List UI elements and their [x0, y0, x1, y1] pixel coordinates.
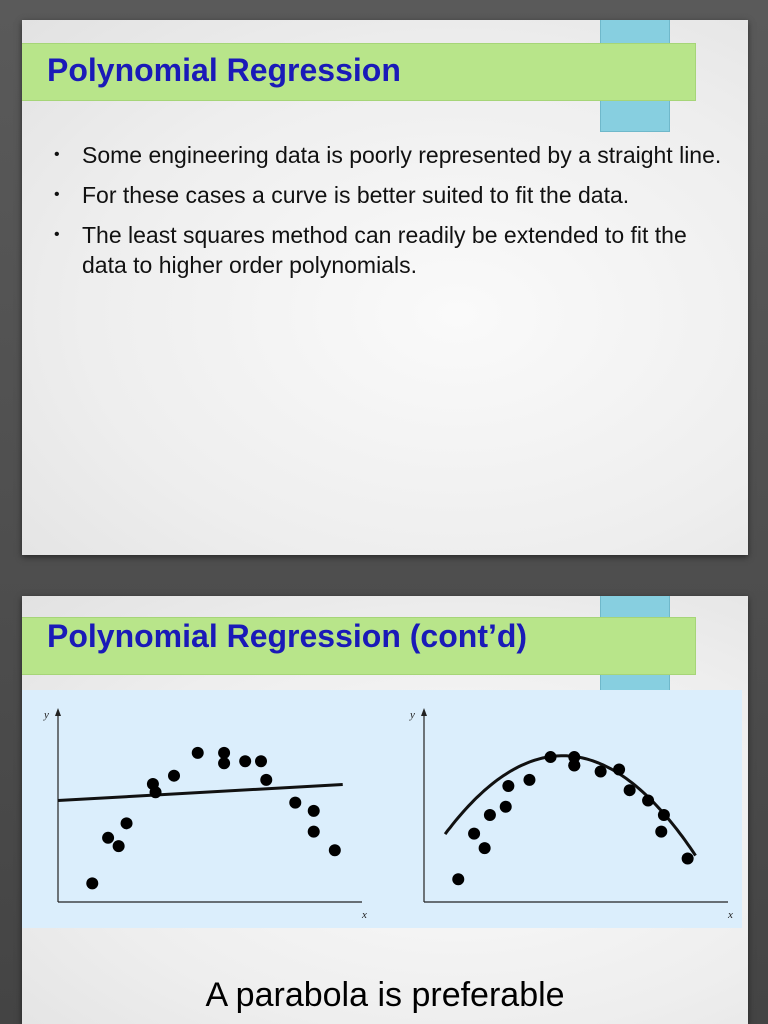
- data-point: [86, 877, 98, 889]
- slide-title: Polynomial Regression (cont’d): [47, 618, 528, 654]
- bullet-text: The least squares method can readily be extended to fit the data to higher order polynomials.: [82, 222, 687, 278]
- data-point: [682, 853, 694, 865]
- y-axis-arrow-icon: [55, 708, 61, 716]
- slide-title: Polynomial Regression: [47, 52, 401, 88]
- data-point: [655, 826, 667, 838]
- bullet-icon: •: [54, 146, 60, 163]
- linear-fit-plot: [22, 690, 368, 928]
- data-point: [308, 826, 320, 838]
- x-axis-label: x: [362, 909, 367, 921]
- bullet-text: For these cases a curve is better suited to fit the data.: [82, 182, 630, 208]
- parabola-fit-plot: [382, 690, 742, 928]
- data-point: [568, 759, 580, 771]
- bullet-list: [54, 140, 724, 290]
- data-point: [500, 801, 512, 813]
- slide-2: [22, 596, 748, 1024]
- data-point: [502, 780, 514, 792]
- y-axis-label: y: [410, 709, 415, 721]
- title-bar: [22, 617, 696, 675]
- data-point: [168, 770, 180, 782]
- bullet-text: Some engineering data is poorly represented by a straight line.: [82, 142, 722, 168]
- data-point: [484, 809, 496, 821]
- slide-1: [22, 20, 748, 555]
- data-point: [260, 774, 272, 786]
- bullet-icon: •: [54, 226, 60, 243]
- data-point: [452, 873, 464, 885]
- bullet-icon: •: [54, 186, 60, 203]
- data-point: [523, 774, 535, 786]
- data-point: [613, 763, 625, 775]
- data-point: [289, 797, 301, 809]
- title-bar: [22, 43, 696, 101]
- data-point: [255, 755, 267, 767]
- data-point: [624, 784, 636, 796]
- fit-curve: [445, 756, 695, 856]
- data-point: [545, 751, 557, 763]
- data-point: [595, 766, 607, 778]
- fit-line: [58, 784, 343, 800]
- data-point: [239, 755, 251, 767]
- data-point: [113, 840, 125, 852]
- data-point: [192, 747, 204, 759]
- data-point: [479, 842, 491, 854]
- y-axis-arrow-icon: [421, 708, 427, 716]
- data-point: [121, 817, 133, 829]
- plots-panel: [22, 690, 742, 928]
- data-point: [102, 832, 114, 844]
- data-point: [150, 786, 162, 798]
- data-point: [218, 757, 230, 769]
- data-point: [329, 844, 341, 856]
- bullet-item: [54, 220, 724, 280]
- data-point: [642, 795, 654, 807]
- data-point: [308, 805, 320, 817]
- slide-caption: A parabola is preferable: [205, 976, 565, 1014]
- y-axis-label: y: [44, 709, 49, 721]
- data-point: [218, 747, 230, 759]
- bullet-item: [54, 180, 724, 210]
- x-axis-label: x: [728, 909, 733, 921]
- data-point: [468, 828, 480, 840]
- data-point: [658, 809, 670, 821]
- bullet-item: [54, 140, 724, 170]
